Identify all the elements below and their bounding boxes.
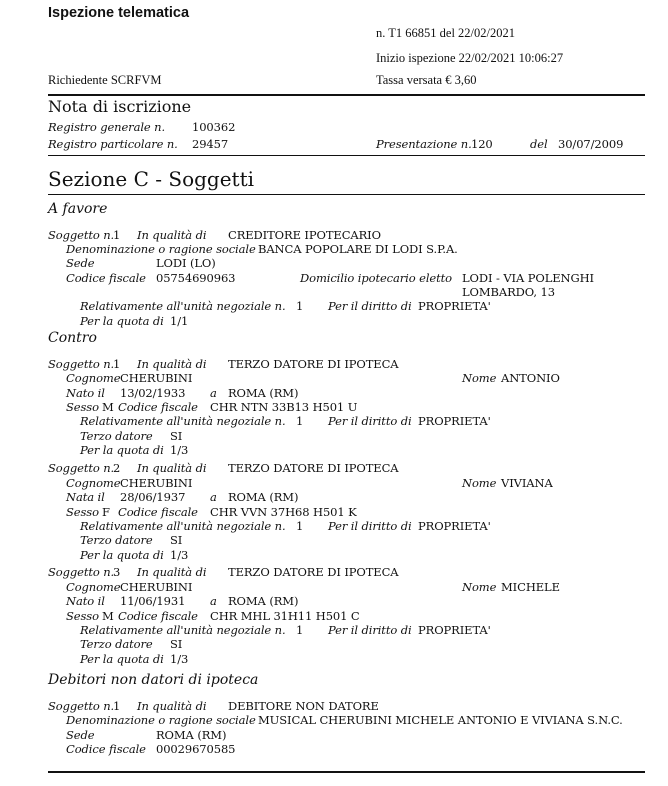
relativamente-value: 1 [296,519,304,533]
quota-label: Per la quota di [80,548,164,562]
qualita-value: TERZO DATORE DI IPOTECA [228,565,399,579]
cognome-value: CHERUBINI [120,371,193,385]
terzo-datore-value: SI [170,637,183,651]
sede-value: LODI (LO) [156,256,216,270]
sede-label: Sede [66,256,95,270]
diritto-label: Per il diritto di [328,414,412,428]
cognome-value: CHERUBINI [120,580,193,594]
qualita-label: In qualità di [137,228,207,242]
soggetto-label: Soggetto n. [48,699,115,713]
soggetto-num: 1 [113,357,121,371]
relativamente-value: 1 [296,623,304,637]
terzo-datore-label: Terzo datore [80,637,153,651]
luogo-value: ROMA (RM) [228,594,299,608]
a-label: a [210,490,217,504]
header-divider [48,94,645,96]
nato-label: Nato il [66,386,105,400]
codice-fiscale-value: CHR MHL 31H11 H501 C [210,609,360,623]
codice-fiscale-label: Codice fiscale [118,505,198,519]
nome-value: MICHELE [501,580,560,594]
quota-value: 1/3 [170,548,189,562]
relativamente-label: Relativamente all'unità negoziale n. [80,414,286,428]
sesso-value: F [102,505,110,519]
relativamente-label: Relativamente all'unità negoziale n. [80,519,286,533]
relativamente-value: 1 [296,414,304,428]
nome-label: Nome [462,476,497,490]
codice-fiscale-value: 00029670585 [156,742,236,756]
inizio-ispezione: Inizio ispezione 22/02/2021 10:06:27 [376,51,564,65]
section-title: Sezione C - Soggetti [48,167,255,191]
qualita-label: In qualità di [137,699,207,713]
domicilio-value-1: LODI - VIA POLENGHI [462,271,594,285]
nome-value: ANTONIO [501,371,560,385]
diritto-label: Per il diritto di [328,299,412,313]
registro-generale-value: 100362 [192,120,236,134]
sede-value: ROMA (RM) [156,728,227,742]
denominazione-value: BANCA POPOLARE DI LODI S.P.A. [258,242,458,256]
domicilio-value-2: LOMBARDO, 13 [462,285,555,299]
sesso-label: Sesso [66,505,99,519]
nome-label: Nome [462,580,497,594]
soggetto-num: 3 [113,565,121,579]
cognome-label: Cognome [66,476,121,490]
terzo-datore-value: SI [170,429,183,443]
qualita-label: In qualità di [137,565,207,579]
codice-fiscale-label: Codice fiscale [66,271,146,285]
terzo-datore-label: Terzo datore [80,429,153,443]
cognome-value: CHERUBINI [120,476,193,490]
soggetto-num: 1 [113,699,121,713]
relativamente-label: Relativamente all'unità negoziale n. [80,299,286,313]
presentazione-label: Presentazione n. [376,137,472,151]
nome-value: VIVIANA [501,476,553,490]
richiedente: Richiedente SCRFVM [48,73,162,87]
del-label: del [530,137,548,151]
sesso-label: Sesso [66,609,99,623]
a-favore-title: A favore [48,201,108,217]
codice-fiscale-label: Codice fiscale [118,609,198,623]
terzo-datore-value: SI [170,533,183,547]
soggetto-num: 1 [113,228,121,242]
cognome-label: Cognome [66,371,121,385]
quota-value: 1/3 [170,443,189,457]
section-divider [48,194,645,195]
debitori-title: Debitori non datori di ipoteca [48,672,259,688]
a-label: a [210,386,217,400]
codice-fiscale-label: Codice fiscale [66,742,146,756]
relativamente-value: 1 [296,299,304,313]
luogo-value: ROMA (RM) [228,386,299,400]
soggetto-label: Soggetto n. [48,565,115,579]
nota-number: n. T1 66851 del 22/02/2021 [376,26,516,40]
nato-label: Nata il [66,490,105,504]
nato-value: 11/06/1931 [120,594,186,608]
quota-label: Per la quota di [80,443,164,457]
nato-value: 28/06/1937 [120,490,186,504]
quota-value: 1/1 [170,314,189,328]
relativamente-label: Relativamente all'unità negoziale n. [80,623,286,637]
del-value: 30/07/2009 [558,137,624,151]
codice-fiscale-value: CHR VVN 37H68 H501 K [210,505,357,519]
quota-label: Per la quota di [80,652,164,666]
soggetto-label: Soggetto n. [48,357,115,371]
page-title: Ispezione telematica [48,5,190,21]
nato-label: Nato il [66,594,105,608]
qualita-value: DEBITORE NON DATORE [228,699,379,713]
codice-fiscale-label: Codice fiscale [118,400,198,414]
sede-label: Sede [66,728,95,742]
diritto-value: PROPRIETA' [418,299,491,313]
nota-title: Nota di iscrizione [48,97,192,116]
cognome-label: Cognome [66,580,121,594]
sesso-label: Sesso [66,400,99,414]
diritto-value: PROPRIETA' [418,623,491,637]
qualita-value: TERZO DATORE DI IPOTECA [228,357,399,371]
a-label: a [210,594,217,608]
qualita-value: TERZO DATORE DI IPOTECA [228,461,399,475]
codice-fiscale-value: 05754690963 [156,271,236,285]
diritto-label: Per il diritto di [328,623,412,637]
qualita-label: In qualità di [137,357,207,371]
nome-label: Nome [462,371,497,385]
footer-divider [48,771,645,773]
nato-value: 13/02/1933 [120,386,186,400]
sesso-value: M [102,400,114,414]
sesso-value: M [102,609,114,623]
nota-divider [48,155,645,156]
quota-label: Per la quota di [80,314,164,328]
soggetto-num: 2 [113,461,121,475]
contro-title: Contro [48,330,97,346]
diritto-value: PROPRIETA' [418,519,491,533]
presentazione-value: 120 [471,137,493,151]
quota-value: 1/3 [170,652,189,666]
tassa-versata: Tassa versata € 3,60 [376,73,477,87]
registro-generale-label: Registro generale n. [48,120,166,134]
terzo-datore-label: Terzo datore [80,533,153,547]
registro-particolare-value: 29457 [192,137,229,151]
denominazione-label: Denominazione o ragione sociale [66,242,256,256]
qualita-value: CREDITORE IPOTECARIO [228,228,381,242]
denominazione-label: Denominazione o ragione sociale [66,713,256,727]
codice-fiscale-value: CHR NTN 33B13 H501 U [210,400,358,414]
registro-particolare-label: Registro particolare n. [48,137,178,151]
domicilio-label: Domicilio ipotecario eletto [300,271,452,285]
soggetto-label: Soggetto n. [48,461,115,475]
diritto-value: PROPRIETA' [418,414,491,428]
soggetto-label: Soggetto n. [48,228,115,242]
luogo-value: ROMA (RM) [228,490,299,504]
diritto-label: Per il diritto di [328,519,412,533]
qualita-label: In qualità di [137,461,207,475]
denominazione-value: MUSICAL CHERUBINI MICHELE ANTONIO E VIVIANA S.N.C. [258,713,623,727]
